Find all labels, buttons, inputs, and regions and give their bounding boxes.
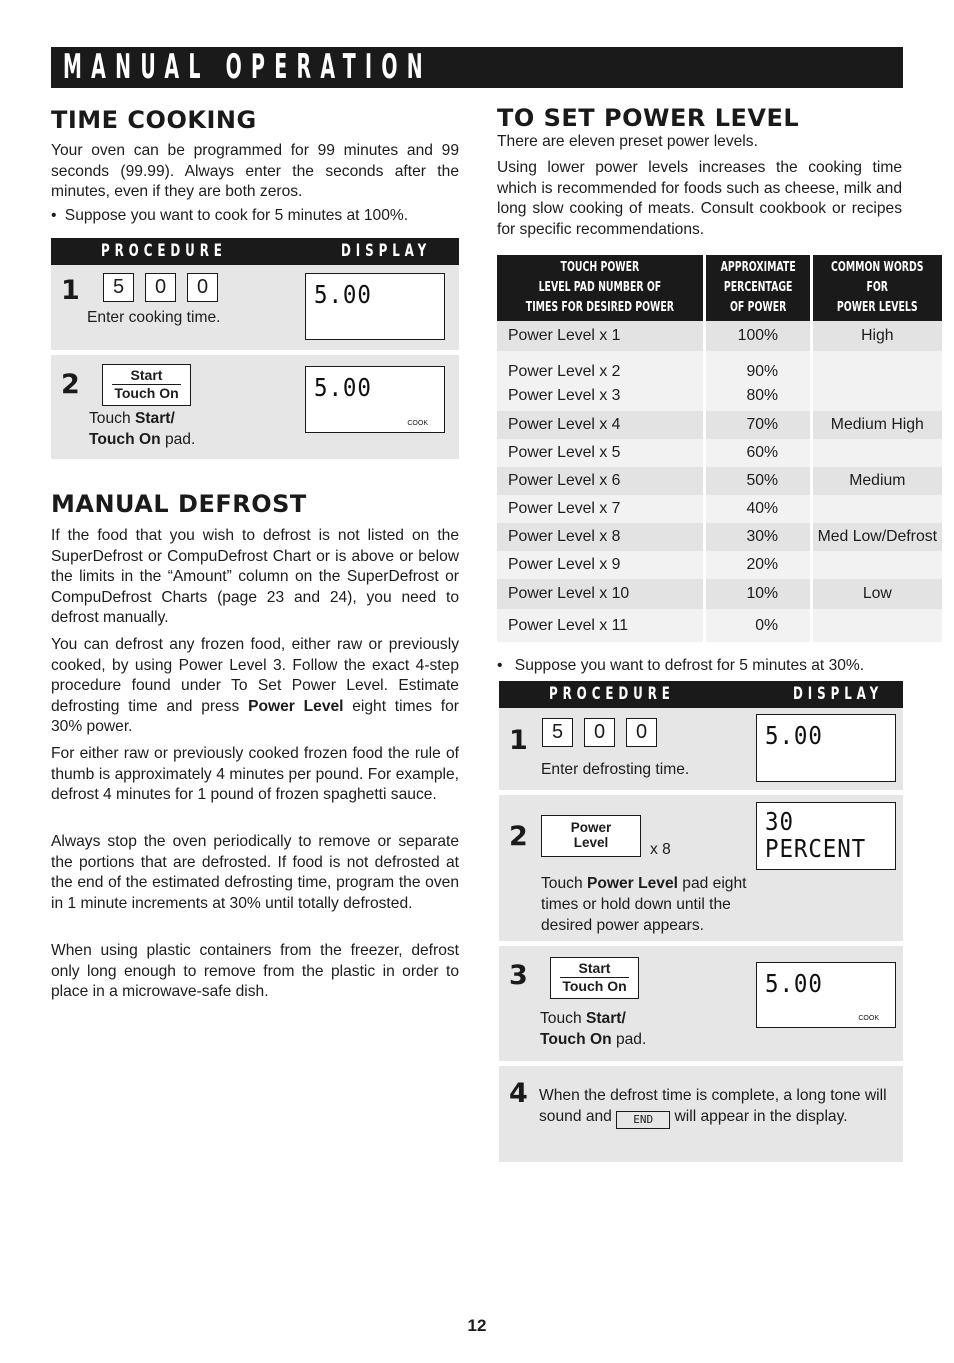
manual-defrost-p1: If the food that you wish to defrost is not listed on the SuperDefrost or CompuDefrost Chart or is above or below the limits in the “Amount” column on the SuperDefrost or CompuDefrost Charts (page 23 and 24), you need to defrost manually. — [51, 527, 459, 626]
manual-defrost-title: MANUAL DEFROST — [51, 490, 307, 518]
manual-defrost-p2: You can defrost any frozen food, either raw or previously cooked, by using Power Level 3. Follow the exact 4-step procedure found under To Set Power Level. Estimate defrosting time and press Power Level eight times for 30% power. — [51, 636, 460, 735]
digit-key-0[interactable]: 0 — [187, 273, 218, 302]
power-level-table — [497, 255, 942, 642]
digit-key-0[interactable]: 0 — [626, 718, 657, 747]
press-count: x 8 — [650, 841, 671, 858]
step-number: 4 — [509, 1078, 528, 1109]
step-caption: Touch Power Level pad eight times or hold down until the desired power appears. — [541, 875, 747, 934]
step-caption: Enter cooking time. — [87, 309, 221, 326]
oven-display — [756, 714, 896, 782]
defrost-procedure-header — [499, 681, 903, 708]
manual-defrost-p5: When using plastic containers from the freezer, defrost only long enough to remove from the plastic in order to place in a microwave-safe dish. — [51, 942, 459, 1000]
table-row: Power Level x 11 0% — [497, 609, 942, 642]
digit-key-5[interactable]: 5 — [103, 273, 134, 302]
step-caption: Touch Start/ Touch On pad. — [89, 410, 196, 448]
step-number: 2 — [61, 369, 80, 400]
defrost-step-4 — [499, 1066, 903, 1162]
step-caption: Enter defrosting time. — [541, 761, 690, 778]
digit-key-0[interactable]: 0 — [145, 273, 176, 302]
oven-display — [756, 962, 896, 1028]
time-cooking-step-2 — [51, 355, 459, 459]
oven-display — [305, 273, 445, 340]
display-label: DISPLAY — [793, 684, 884, 704]
defrost-step-2 — [499, 795, 903, 941]
page-number: 12 — [467, 1316, 487, 1335]
step-number: 1 — [509, 725, 528, 756]
time-cooking-title: TIME COOKING — [51, 106, 257, 134]
table-row: Power Level x 1 100% High — [497, 321, 942, 351]
table-row: Power Level x 6 50% Medium — [497, 467, 942, 495]
col-header-common-words: COMMON WORDS FOR POWER LEVELS — [812, 255, 942, 321]
button-label-top: Start — [560, 960, 629, 978]
display-readout: 5.00 — [765, 969, 823, 998]
button-label-bottom: Touch On — [114, 385, 179, 401]
button-label-top: Start — [112, 367, 181, 385]
step-caption: When the defrost time is complete, a long tone will sound and END will appear in the display. — [539, 1085, 889, 1129]
procedure-label: PROCEDURE — [101, 241, 227, 261]
display-readout: 30 PERCENT — [765, 807, 867, 863]
table-header-row — [497, 255, 942, 321]
display-readout: 5.00 — [314, 280, 372, 309]
display-readout: 5.00 — [765, 721, 823, 750]
manual-defrost-p3: For either raw or previously cooked frozen food the rule of thumb is approximately 4 minutes per pound. For example, defrost 4 minutes for 1 pound of frozen spaghetti sauce. — [51, 745, 459, 803]
step-number: 3 — [509, 960, 528, 991]
oven-display — [756, 802, 896, 870]
table-row: Power Level x 2 90% — [497, 351, 942, 381]
table-row: Power Level x 5 60% — [497, 439, 942, 467]
defrost-step-3 — [499, 946, 903, 1061]
cook-indicator: COOK — [858, 1015, 879, 1022]
cook-indicator: COOK — [407, 420, 428, 427]
table-row: Power Level x 4 70% Medium High — [497, 411, 942, 439]
digit-key-5[interactable]: 5 — [542, 718, 573, 747]
power-level-button[interactable] — [541, 815, 641, 857]
col-header-touch-power: TOUCH POWER LEVEL PAD NUMBER OF TIMES FOR DESIRED POWER — [497, 255, 704, 321]
digit-key-0[interactable]: 0 — [584, 718, 615, 747]
banner-title: MANUAL OPERATION — [63, 47, 432, 87]
power-level-bullet: • Suppose you want to defrost for 5 minutes at 30%. — [497, 657, 865, 674]
step-caption: Touch Start/ Touch On pad. — [540, 1010, 647, 1048]
defrost-step-1 — [499, 708, 903, 790]
button-label-bottom: Touch On — [562, 978, 627, 994]
table-row: Power Level x 8 30% Med Low/Defrost — [497, 523, 942, 551]
display-readout: 5.00 — [314, 373, 372, 402]
table-row: Power Level x 9 20% — [497, 551, 942, 579]
page-banner — [51, 47, 903, 88]
procedure-label: PROCEDURE — [549, 684, 675, 704]
time-cooking-step-1 — [51, 265, 459, 350]
power-level-p2: Using lower power levels increases the cooking time which is recommended for foods such as cheese, milk and long slow cooking of meats. Consult cookbook or recipes for specific recommendations. — [497, 159, 902, 238]
time-cooking-bullet: • Suppose you want to cook for 5 minutes at 100%. — [51, 207, 409, 224]
button-label-bottom: Level — [573, 835, 609, 850]
power-level-p1: There are eleven preset power levels. — [497, 133, 758, 150]
table-row: Power Level x 7 40% — [497, 495, 942, 523]
step-number: 1 — [61, 275, 80, 306]
time-cooking-paragraph: Your oven can be programmed for 99 minutes and 99 seconds (99.99). Always enter the seconds after the minutes, even if they are both zeros. — [51, 142, 459, 200]
col-header-percentage: APPROXIMATE PERCENTAGE OF POWER — [704, 255, 811, 321]
start-touch-on-button[interactable] — [550, 957, 639, 999]
manual-defrost-p4: Always stop the oven periodically to remove or separate the portions that are defrosted. If food is not defrosted at the end of the estimated defrosting time, program the oven in 1 minute increments at 30% until totally defrosted. — [51, 833, 459, 912]
table-row: Power Level x 10 10% Low — [497, 579, 942, 609]
power-level-title: TO SET POWER LEVEL — [497, 104, 800, 132]
start-touch-on-button[interactable] — [102, 364, 191, 406]
step-number: 2 — [509, 821, 528, 852]
button-label-top: Power — [570, 820, 612, 835]
time-cooking-procedure-header — [51, 238, 459, 265]
oven-display — [305, 366, 445, 433]
end-display-box: END — [616, 1111, 670, 1129]
table-row: Power Level x 3 80% — [497, 381, 942, 411]
display-label: DISPLAY — [341, 241, 432, 261]
